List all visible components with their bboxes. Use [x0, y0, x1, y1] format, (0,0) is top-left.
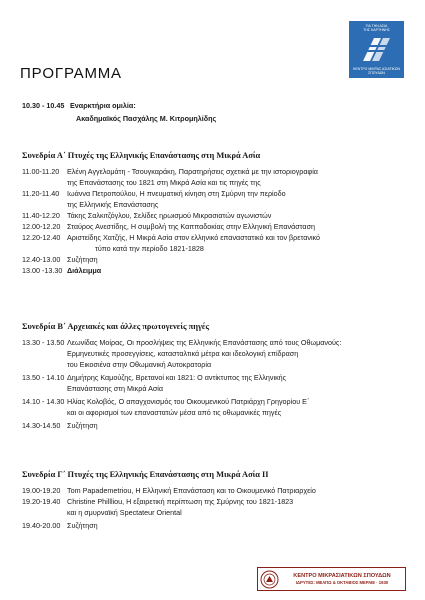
item-line: Ελένη Αγγελομάτη - Τσουγκαράκη, Παρατηρήσεις σχετικά με την ιστοριογραφία — [67, 167, 318, 176]
logo-top-line-2: ΤΗΣ ΚΑΡΤΗΝΗΣ — [363, 28, 390, 32]
session-c — [22, 470, 316, 531]
item-line: Ερμηνευτικές προσεγγίσεις, κατασταλτικά μέτρα και ιδεολογική επίδραση — [67, 349, 299, 358]
item-line: του Εικοσιένα στην Οθωμανική Αυτοκρατορία — [67, 360, 212, 369]
item-line: Christine Phillliou, Η εξαιρετική περίπτωση της Σμύρνης του 1821-1823 — [67, 497, 294, 506]
program-item — [22, 396, 341, 418]
item-line: Σταύρος Ανεστίδης, Η συμβολή της Καππαδοκίας στην Ελληνική Επανάσταση — [67, 222, 316, 231]
page-title: ΠΡΟΓΡΑΜΜΑ — [20, 65, 122, 82]
item-time: 11.40-12.20 — [22, 211, 60, 220]
item-time: 13.30 - 13.50 — [22, 338, 65, 347]
item-line: Συζήτηση — [67, 255, 98, 264]
item-text — [67, 420, 98, 431]
item-text — [67, 496, 293, 518]
logo-top-line-1: ΓΙΑ ΤΗΝ ΑΣΙΑ — [365, 24, 388, 28]
program-item — [22, 188, 320, 210]
item-time: 11.20-11.40 — [22, 189, 60, 198]
program-item — [22, 210, 320, 221]
opening-speaker: Ακαδημαϊκός Πασχάλης Μ. Κιτρομηλίδης — [76, 114, 217, 123]
item-text — [67, 265, 101, 276]
item-line: Συζήτηση — [67, 521, 98, 530]
item-line: Λεωνίδας Μοίρας, Οι προσλήψεις της Ελληνικής Επανάστασης από τους Οθωμανούς: — [67, 338, 342, 347]
item-text — [67, 221, 315, 232]
program-item — [22, 520, 316, 531]
footer-line-1: ΚΕΝΤΡΟ ΜΙΚΡΑΣΙΑΤΙΚΩΝ ΣΠΟΥΔΩΝ — [293, 572, 391, 579]
program-item — [22, 232, 320, 254]
item-time: 13.50 - 14.10 — [22, 373, 65, 382]
item-text — [67, 520, 98, 531]
institution-seal-icon — [260, 570, 279, 589]
item-text — [67, 396, 309, 418]
item-line: Συζήτηση — [67, 421, 98, 430]
logo-bottom-line-1: ΚΕΝΤΡΟ ΜΙΚΡΑΣ ΑΣΙΑΤΙΚΩΝ — [352, 67, 401, 71]
item-line: Ιωάννα Πετροπούλου, Η πνευματική κίνηση στη Σμύρνη την περίοδο — [67, 189, 286, 198]
item-text — [67, 166, 318, 188]
item-line: και η σμυρναϊκή Spectateur Oriental — [67, 508, 182, 517]
item-time: 13.00 -13.30 — [22, 266, 63, 275]
item-line: της Επανάστασης του 1821 στη Μικρά Ασία και τις πηγές της — [67, 178, 261, 187]
item-time: 12.00-12.20 — [22, 222, 61, 231]
program-item — [22, 485, 316, 496]
session-heading: Συνεδρία Γ΄ Πτυχές της Ελληνικής Επανάστασης στη Μικρά Ασία ΙΙ — [22, 470, 269, 479]
opening-time: 10.30 - 10.45 — [22, 101, 65, 110]
item-text — [67, 337, 341, 370]
item-text — [67, 232, 320, 254]
flag-emblem-icon — [360, 35, 394, 65]
session-heading: Συνεδρία Α΄ Πτυχές της Ελληνικής Επανάστασης στη Μικρά Ασία — [22, 151, 261, 160]
item-line: Διάλειμμα — [67, 266, 102, 275]
opening-block — [22, 101, 216, 127]
program-item — [22, 221, 320, 232]
opening-label: Εναρκτήρια ομιλία: — [70, 101, 136, 110]
item-line: Δημήτρης Καμούζης, Βρετανοί και 1821: Ο αντίκτυπος της Ελληνικής — [67, 373, 287, 382]
conference-logo — [349, 21, 404, 78]
item-text — [67, 485, 316, 496]
program-item-break — [22, 265, 320, 276]
item-time: 19.00-19.20 — [22, 486, 61, 495]
item-text — [67, 210, 271, 221]
item-text — [67, 254, 98, 265]
item-line: τύπο κατά την περίοδο 1821-1828 — [95, 244, 204, 253]
session-a — [22, 151, 320, 276]
item-line: Ηλίας Κολοβός, Ο απαγχονισμός του Οικουμενικού Πατριάρχη Γρηγορίου Ε΄ — [67, 397, 310, 406]
item-line: Επανάστασης στη Μικρά Ασία — [67, 384, 164, 393]
item-time: 11.00-11.20 — [22, 167, 60, 176]
item-time: 14.10 - 14.30 — [22, 397, 65, 406]
item-line: Τάκης Σαλκιτζόγλου, Σελίδες ηρωισμού Μικρασιατών αγωνιστών — [67, 211, 272, 220]
program-item — [22, 420, 341, 431]
item-line: Αριστείδης Χατζής, Η Μικρά Ασία στον ελληνικό επαναστατικό και τον βρετανικό — [67, 233, 321, 242]
item-line: και οι αφορισμοί των επαναστατών μέσα από τις οθωμανικές πηγές — [67, 408, 282, 417]
program-item — [22, 372, 341, 394]
footer-line-2: ΙΔΡΥΤΕΣ: ΜΕΛΠΩ & ΟΚΤΑΒΙΟΣ ΜΕΡΛΙΕ · 1930 — [295, 579, 389, 585]
session-b — [22, 322, 341, 431]
opening-row — [22, 101, 216, 114]
program-item — [22, 496, 316, 518]
session-heading: Συνεδρία Β΄ Αρχειακές και άλλες πρωτογενείς πηγές — [22, 322, 209, 331]
footer-text — [279, 573, 405, 586]
program-item — [22, 337, 341, 370]
institution-footer-logo — [257, 567, 406, 591]
item-time: 12.40-13.00 — [22, 255, 61, 264]
item-text — [67, 188, 286, 210]
program-item — [22, 166, 320, 188]
logo-bottom-line-2: ΣΠΟΥΔΩΝ — [368, 71, 385, 75]
item-line: Tom Papademetriou, Η Ελληνική Επανάσταση και το Οικουμενικό Πατριαρχείο — [67, 486, 316, 495]
item-time: 14.30-14.50 — [22, 421, 61, 430]
item-time: 19.20-19.40 — [22, 497, 61, 506]
item-time: 12.20-12.40 — [22, 233, 61, 242]
item-line: της Ελληνικής Επανάστασης — [67, 200, 159, 209]
program-item — [22, 254, 320, 265]
item-time: 19.40-20.00 — [22, 521, 61, 530]
item-text — [67, 372, 286, 394]
